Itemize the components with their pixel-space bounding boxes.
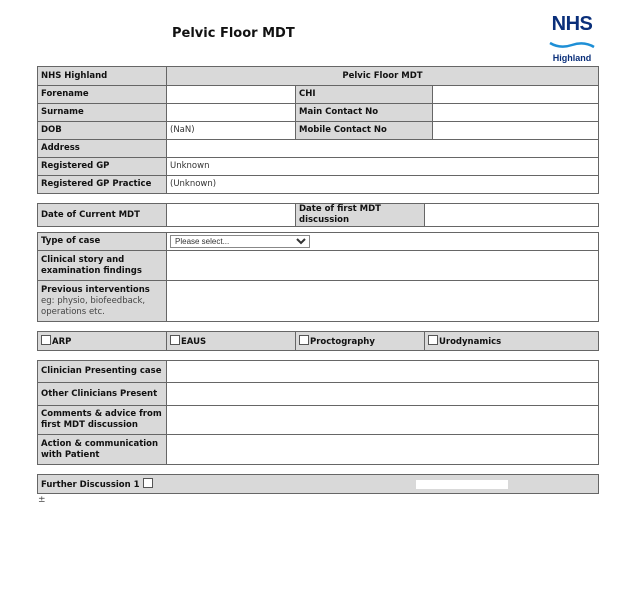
proctography-label: Proctography	[310, 336, 375, 347]
further-discussion-table	[37, 474, 599, 494]
previous-interventions-field[interactable]	[167, 281, 599, 322]
eaus-label: EAUS	[181, 336, 207, 347]
address-label: Address	[38, 140, 167, 158]
gp-label: Registered GP	[38, 158, 167, 176]
first-mdt-label: Date of first MDT discussion	[296, 204, 425, 227]
action-label: Action & communication with Patient	[38, 435, 167, 465]
current-mdt-label: Date of Current MDT	[38, 204, 167, 227]
forename-label: Forename	[38, 86, 167, 104]
clinical-story-label: Clinical story and examination findings	[38, 251, 167, 281]
other-clinicians-field[interactable]	[167, 383, 599, 406]
other-clinicians-label: Other Clinicians Present	[38, 383, 167, 406]
mobile-label: Mobile Contact No	[296, 122, 433, 140]
nhs-highland-logo	[548, 14, 596, 63]
urodynamics-option[interactable]	[425, 332, 599, 351]
clinicians-table	[37, 360, 599, 465]
comments-field[interactable]	[167, 406, 599, 435]
arp-checkbox[interactable]	[41, 335, 51, 345]
further-discussion-checkbox[interactable]	[143, 478, 153, 488]
main-contact-label: Main Contact No	[296, 104, 433, 122]
wave-icon	[548, 41, 596, 49]
practice-label: Registered GP Practice	[38, 176, 167, 194]
dob-label: DOB	[38, 122, 167, 140]
eaus-option[interactable]	[167, 332, 296, 351]
surname-label: Surname	[38, 104, 167, 122]
main-contact-field[interactable]	[433, 104, 599, 122]
arp-option[interactable]	[38, 332, 167, 351]
previous-interventions-hint: eg: physio, biofeedback, operations etc.	[41, 295, 146, 317]
first-mdt-field[interactable]	[425, 204, 599, 227]
forename-field[interactable]	[167, 86, 296, 104]
patient-details-table	[37, 66, 599, 194]
address-field[interactable]	[167, 140, 599, 158]
surname-field[interactable]	[167, 104, 296, 122]
org-label: NHS Highland	[38, 67, 167, 86]
clinical-story-field[interactable]	[167, 251, 599, 281]
chi-field[interactable]	[433, 86, 599, 104]
dates-table	[37, 203, 599, 227]
current-mdt-field[interactable]	[167, 204, 296, 227]
type-of-case-select[interactable]	[170, 235, 310, 248]
action-field[interactable]	[167, 435, 599, 465]
eaus-checkbox[interactable]	[170, 335, 180, 345]
logo-nhs-text: NHS	[551, 13, 593, 35]
chi-label: CHI	[296, 86, 433, 104]
page-title: Pelvic Floor MDT	[172, 26, 295, 41]
comments-label: Comments & advice from first MDT discussion	[38, 406, 167, 435]
form-title: Pelvic Floor MDT	[167, 67, 599, 86]
case-table	[37, 232, 599, 322]
proctography-option[interactable]	[296, 332, 425, 351]
urodynamics-checkbox[interactable]	[428, 335, 438, 345]
expand-toggle[interactable]: ±	[38, 495, 46, 505]
practice-field[interactable]: (Unknown)	[167, 176, 599, 194]
further-discussion-input[interactable]	[416, 480, 508, 489]
arp-label: ARP	[52, 336, 72, 347]
urodynamics-label: Urodynamics	[439, 336, 502, 347]
type-of-case-label: Type of case	[38, 233, 167, 251]
further-discussion-label: Further Discussion 1	[41, 479, 140, 490]
mobile-field[interactable]	[433, 122, 599, 140]
previous-interventions-label	[38, 281, 167, 322]
presenting-clinician-label: Clinician Presenting case	[38, 361, 167, 383]
gp-field[interactable]: Unknown	[167, 158, 599, 176]
logo-highland-text: Highland	[552, 53, 592, 63]
previous-interventions-title: Previous interventions	[41, 284, 150, 295]
proctography-checkbox[interactable]	[299, 335, 309, 345]
dob-field[interactable]: (NaN)	[167, 122, 296, 140]
investigations-table	[37, 331, 599, 351]
presenting-clinician-field[interactable]	[167, 361, 599, 383]
